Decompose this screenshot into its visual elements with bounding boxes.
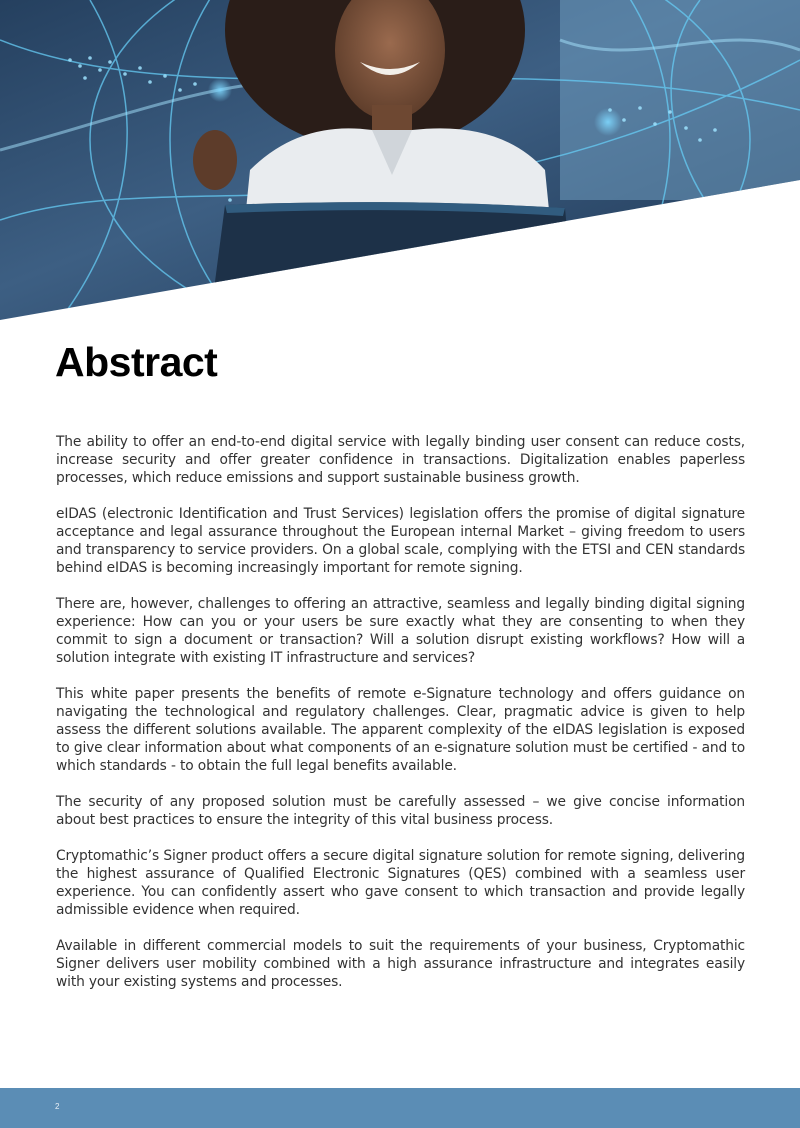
paragraph: This white paper presents the benefits of remote e-Signature technology and offers guidance on navigating the technological and regulatory challenges. Clear, pragmatic advice is given to help assess the different solutions available. The apparent complexity of the eIDAS legislation is exposed to give clear information about what components of an e-signature solution must be certified - and to which standards - to obtain the full legal benefits available. bbox=[56, 686, 745, 774]
paragraph: The security of any proposed solution must be carefully assessed – we give concise information about best practices to ensure the integrity of this vital business process. bbox=[56, 794, 745, 828]
paragraph: There are, however, challenges to offering an attractive, seamless and legally binding digital signing experience: How can you or your users be sure exactly what they are consenting to when they commit to sign a document or transaction? Will a solution disrupt existing workflows? How will a solution integrate with existing IT infrastructure and services? bbox=[56, 596, 745, 666]
hero-image bbox=[0, 0, 800, 320]
page-title: Abstract bbox=[55, 339, 218, 385]
abstract-body bbox=[56, 433, 745, 1009]
paragraph: Cryptomathic’s Signer product offers a secure digital signature solution for remote signing, delivering the highest assurance of Qualified Electronic Signatures (QES) combined with a seamless user experience. You can confidently assert who gave consent to which transaction and provide legally admissible evidence when required. bbox=[56, 848, 745, 918]
paragraph: eIDAS (electronic Identification and Trust Services) legislation offers the promise of digital signature acceptance and legal assurance throughout the European internal Market – giving freedom to users and transparency to service providers. On a global scale, complying with the ETSI and CEN standards behind eIDAS is becoming increasingly important for remote signing. bbox=[56, 506, 745, 576]
page-number: 2 bbox=[55, 1102, 60, 1111]
footer-bar bbox=[0, 1088, 800, 1128]
paragraph: The ability to offer an end-to-end digital service with legally binding user consent can reduce costs, increase security and offer greater confidence in transactions. Digitalization enables paperless processes, which reduce emissions and support sustainable business growth. bbox=[56, 434, 745, 486]
paragraph: Available in different commercial models to suit the requirements of your business, Cryptomathic Signer delivers user mobility combined with a high assurance infrastructure and integrates easily with your existing systems and processes. bbox=[56, 938, 745, 990]
